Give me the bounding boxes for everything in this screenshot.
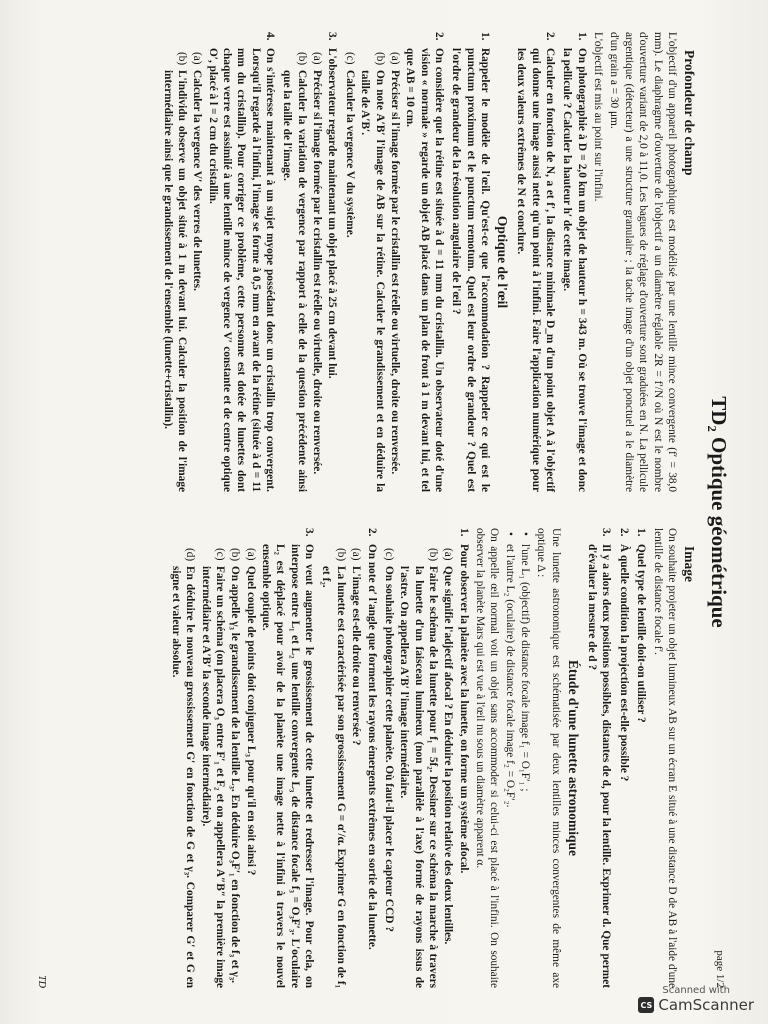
sub-question [358, 48, 387, 492]
sub-question-text: Faire un schéma (on placera O₃ entre F′₁ et F₂ et on appellera A″B″ la première image intermédiaire et A′B′ la seconde image intermédiaire). [199, 566, 227, 988]
question-text: On photographie à D = 2,0 km un objet de hauteur h = 343 m. Où se trouve l'image et donc la pellicule ? Calculer la hauteur h′ de cette image. [561, 48, 588, 492]
paragraph: Une lunette astronomique est schématisée par deux lentilles minces convergentes de même axe optique Δ : [535, 528, 562, 988]
question-item [343, 32, 446, 492]
section-title-profondeur: Profondeur de champ [682, 50, 697, 176]
sub-question [349, 544, 363, 988]
sub-label: (a) [244, 548, 257, 561]
paragraph: L'objectif est mis au point sur l'infini. [592, 32, 605, 202]
question-item [382, 528, 471, 988]
sub-question-text: L'individu observe un objet situé à 1 m devant lui. Calculer la position de l'image intermédiaire ainsi que le grandissement de l'ensemble (lunette+cristallin). [161, 70, 189, 492]
paragraph: L'objectif d'un appareil photographique est modélisé par une lentille mince convergente (f′ = 38,0 mm). Le diaphragme d'ouverture de l'objectif a un diamètre réglable 2R = f′/N où N est le nombre d'ouverture variant de 2,0 à 11,0. Les bagues de réglage d'ouverture sont graduées en N. La pellicule argentique (détecteur) a une structure granulaire ; la tache image d'un objet ponctuel a le diamètre d'un grain a = 30 μm. [608, 32, 678, 492]
question-text: Calculer en fonction de N, a et f′, la distance minimale D_m d'un point objet A à l'objectif qui donne une image aussi nette qu'un point à l'infini. Faire l'application numérique pour les deux valeurs extrêmes de N et conclure. [515, 48, 557, 492]
question-text: L'observateur regarde maintenant un objet placé à 25 cm devant lui. [326, 48, 339, 379]
sub-label: (b) [373, 52, 386, 66]
question-text: On note α′ l'angle que forment les rayons émergents extrêmes en sortie de la lunette. [365, 544, 378, 950]
bullet-item [518, 528, 532, 988]
sub-question [169, 544, 198, 988]
watermark-brand-name: CamScanner [658, 996, 754, 1014]
sub-question [190, 48, 204, 492]
question-text: On s'intéresse maintenant à un sujet myope possédant donc un cristallin trop convergent. Lorsqu'il regarde à l'infini, l'image se forme à 0,5 mm en avant de la rétine (située à d = 11 mm du cristallin). Pour corriger ce problème, cette personne est dotée de lunettes dont chaque verre est assimilé à une lentille mince de vergence V′ constante et de centre optique O′, placé à l = 2 cm du cristallin. [206, 48, 277, 492]
page-number: page 1/2 [714, 950, 726, 988]
bullet-icon: • [518, 532, 531, 536]
question-text: On veut augmenter le grossissement de cette lunette et redresser l'image. Pour cela, on interpose entre L₁ et L₂ une lentille convergente L₃ de distance focale f₃ = O₃F′₃. L'oculaire L₂ est déplacé pour avoir de la planète une image nette à l'infini à travers le nouvel ensemble optique. [260, 544, 316, 988]
question-item [169, 528, 316, 988]
question-item [514, 32, 557, 492]
sub-question-text: Préciser si l'image formée par le cristallin est réelle ou virtuelle, droite ou renversée. [388, 70, 401, 475]
sub-question [319, 544, 348, 988]
camscanner-logo-icon: CS [638, 997, 654, 1013]
sub-question [160, 48, 189, 492]
section-title-oeil: Optique de l'œil [495, 215, 511, 309]
left-column [157, 32, 698, 492]
page-title: TD₂ Optique géométrique [707, 396, 731, 628]
document-page [34, 32, 734, 992]
sub-label: (b) [426, 548, 439, 562]
sub-label: (b) [229, 548, 242, 562]
sub-question-text: On appelle γ₃ le grandissement de la lentille L₃. En déduire O₃F′₁ en fonction de f₃ et γ₃. [229, 566, 242, 984]
sub-label: (c) [214, 548, 227, 561]
sub-label: (b) [334, 548, 347, 562]
sub-label: (a) [388, 52, 401, 65]
bullet-item [502, 528, 516, 988]
question-item [560, 32, 589, 492]
bullet-icon: • [503, 532, 516, 536]
question-number: 2. [432, 32, 445, 41]
camscanner-watermark [638, 985, 754, 1014]
question-text: On considère que la rétine est située à d = 11 mm du cristallin. Un observateur doté d'une vision « normale » regarde un objet AB placé dans un plan de front à 1 m devant lui, et tel que AB = 10 cm. [404, 48, 445, 492]
sub-label: (a) [350, 548, 363, 561]
watermark-caption: Scanned with [662, 985, 730, 996]
question-number: 1. [635, 528, 648, 537]
sub-question-text: Calculer la variation de vergence par rapport à celle de la question précédente ainsi que la taille de l'image. [281, 70, 308, 492]
question-number: 2. [617, 528, 630, 537]
sub-question-text: Que signifie l'adjectif afocal ? En déduire la position relative des deux lentilles. [442, 566, 455, 945]
sub-question [343, 48, 357, 492]
sub-question [198, 544, 227, 988]
question-text: Quel type de lentille doit-on utiliser ? [635, 544, 648, 723]
question-item [634, 528, 648, 988]
question-number: 2. [544, 32, 557, 41]
sub-question [388, 48, 402, 492]
sub-question-text: Quel couple de points doit conjuguer L₃ pour qu'il en soit ainsi ? [244, 566, 257, 876]
question-number: 3. [326, 32, 339, 41]
page-header [700, 32, 734, 992]
question-item [160, 32, 277, 492]
sub-label: (b) [295, 52, 308, 66]
question-number: 4. [264, 32, 277, 41]
question-number: 1. [478, 32, 491, 41]
sub-label: (a) [191, 52, 204, 65]
sub-question [243, 544, 257, 988]
sub-question-text: Faire le schéma de la lunette pour f₁ = 5f₂. Dessiner sur ce schéma la marche à travers la lunette d'un faisceau lumineux (non parallèle à l'axe) formé de rayons issus de l'astre. On appellera A′B′ l'image intermédiaire. [398, 566, 439, 988]
question-number: 2. [365, 528, 378, 537]
question-text: Il y a alors deux positions possibles, distantes de d, pour la lentille. Exprimer d. Que permet d'évaluer la mesure de d ? [586, 544, 613, 988]
sub-label: (a) [311, 52, 324, 65]
question-number: 1. [575, 32, 588, 41]
sub-label: (c) [382, 548, 395, 561]
question-item [319, 528, 378, 988]
sub-label: (d) [184, 548, 197, 562]
sub-label: (b) [176, 52, 189, 66]
sub-question [228, 544, 242, 988]
question-number: 1. [457, 528, 470, 537]
sub-question-text: On souhaite photographier cette planète. Où faut-il placer le capteur CCD ? [382, 566, 395, 932]
sub-label: (a) [442, 548, 455, 561]
sub-question-text: Calculer la vergence V du système. [343, 70, 356, 238]
paragraph: On souhaite projeter un objet lumineux AB sur un écran E situé à une distance D de AB à l'aide d'une lentille de distance focale f′. [651, 528, 678, 988]
section-title-image: Image [682, 546, 697, 582]
section-title-lunette: Étude d'une lunette astronomique [565, 660, 581, 856]
sub-question-text: On note A′B′ l'image de AB sur la rétine. Calculer le grandissement et en déduire la taille de A′B′. [359, 70, 386, 492]
sub-question [441, 544, 455, 988]
sub-question-text: En déduire le nouveau grossissement G′ en fonction de G et γ₃. Comparer G′ et G en signe et valeur absolue. [170, 566, 197, 988]
sub-question [397, 544, 440, 988]
question-text: À quelle condition la projection est-elle possible ? [617, 544, 630, 782]
footer-label: TD [35, 975, 47, 988]
sub-question [280, 48, 309, 492]
paragraph: On appelle œil normal voit un objet sans accommoder si celui-ci est placé à l'infini. On souhaite observer la planète Mars qui est vue à l'œil nu sous un diamètre apparent α. [473, 528, 501, 988]
question-number: 3. [600, 528, 613, 537]
right-column [166, 528, 698, 988]
sub-label: (c) [343, 52, 356, 65]
question-number: 3. [303, 528, 316, 537]
bullet-text: et l'autre L₂ (oculaire) de distance focale image f₂ = O₂F′₂. [503, 544, 516, 808]
sub-question [382, 544, 396, 988]
question-item [616, 528, 630, 988]
sub-question-text: Calculer la vergence V′ des verres de lunettes. [191, 70, 204, 291]
bullet-text: l'une L₁ (objectif) de distance focale image f₁ = O₁F′₁ ; [518, 544, 531, 792]
question-item [585, 528, 614, 988]
watermark-brand [638, 996, 754, 1014]
sub-question-text: L'image est-elle droite ou renversée ? [350, 566, 363, 746]
question-text: Rappeler le modèle de l'œil. Qu'est-ce que l'accommodation ? Rappeler ce qui est le punctum proximum et le punctum remotum. Quel est leur ordre de grandeur ? Quel est l'ordre de grandeur de la résolution angulaire de l'œil ? [450, 48, 491, 492]
sub-question-text: La lunette est caractérisée par son grossissement G = α′/α. Exprimer G en fonction de f₁ et f₂. [320, 566, 347, 988]
question-item [280, 32, 339, 492]
question-item [449, 32, 492, 492]
sub-question-text: Préciser si l'image formée par le cristallin est réelle ou virtuelle, droite ou renversée. [311, 70, 324, 475]
sub-question [310, 48, 324, 492]
question-text: Pour observer la planète avec la lunette, on forme un système afocal. [457, 544, 470, 874]
